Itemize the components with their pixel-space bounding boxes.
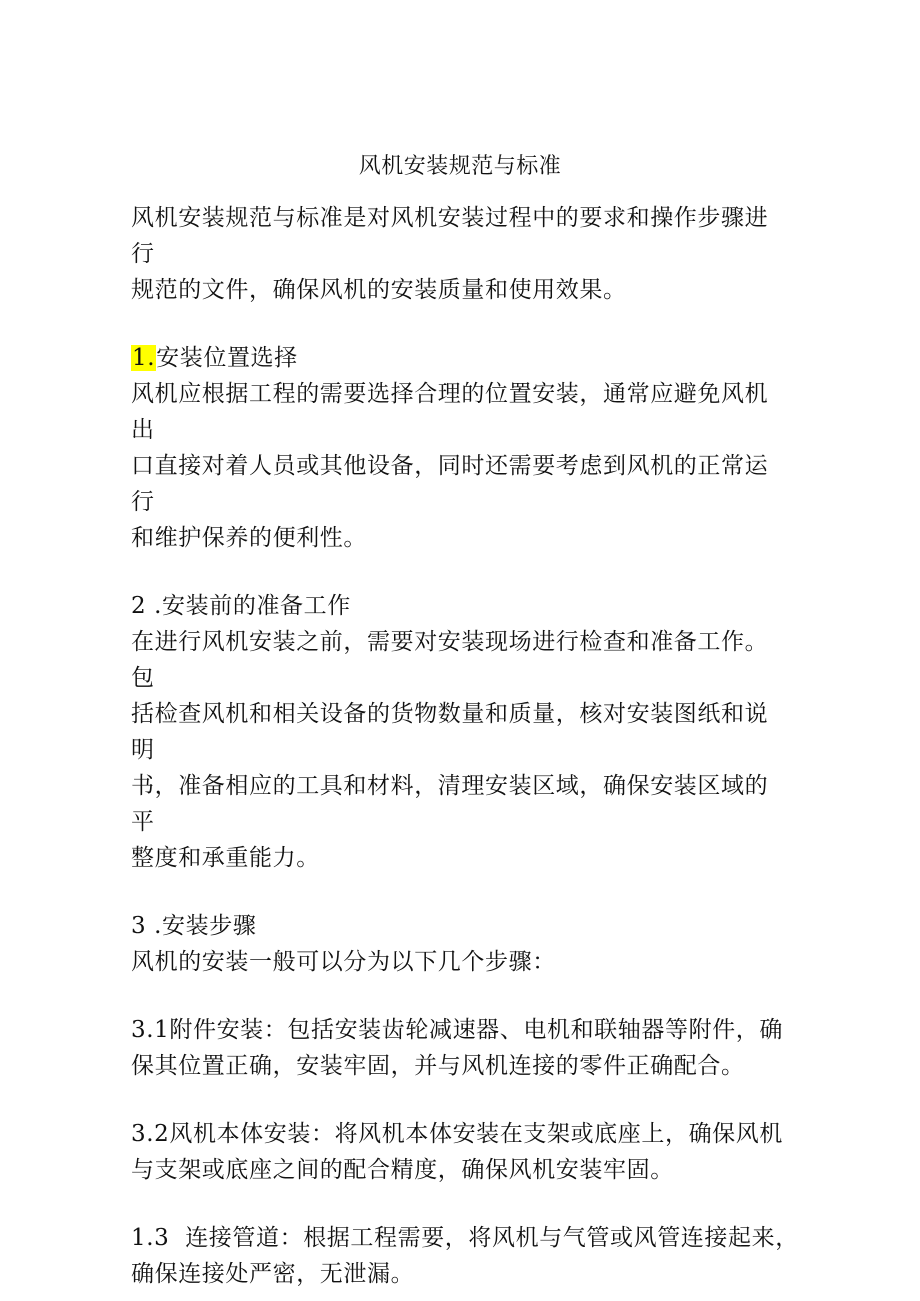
section-heading: 2 .安装前的准备工作	[131, 593, 351, 619]
step-3-2	[131, 1116, 791, 1188]
text-line: 确保连接处严密，无泄漏。	[131, 1261, 415, 1287]
text-line: 风机的安装一般可以分为以下几个步骤：	[131, 949, 556, 975]
intro-paragraph	[131, 200, 791, 308]
text-line: 书，准备相应的工具和材料，清理安装区域，确保安装区域的平	[131, 773, 769, 835]
text-line: 1.3 连接管道：根据工程需要，将风机与气管或风管连接起来，	[131, 1225, 799, 1251]
text-line: 风机应根据工程的需要选择合理的位置安装，通常应避免风机出	[131, 381, 769, 443]
text-line: 和维护保养的便利性。	[131, 525, 367, 551]
document-body	[131, 200, 799, 1292]
text-line: 保其位置正确，安装牢固，并与风机连接的零件正确配合。	[131, 1053, 745, 1079]
highlighted-number: 1.	[132, 345, 156, 371]
text-line: 风机安装规范与标准是对风机安装过程中的要求和操作步骤进行	[131, 205, 769, 267]
text-line: 规范的文件，确保风机的安装质量和使用效果。	[131, 277, 627, 303]
section-1	[131, 340, 791, 556]
text-line: 括检查风机和相关设备的货物数量和质量，核对安装图纸和说明	[131, 701, 769, 763]
text-line: 与支架或底座之间的配合精度，确保风机安装牢固。	[131, 1157, 674, 1183]
text-line: 在进行风机安装之前，需要对安装现场进行检查和准备工作。包	[131, 629, 769, 691]
step-3-1	[131, 1012, 791, 1084]
section-3	[131, 908, 791, 980]
step-1-3	[131, 1220, 799, 1292]
section-heading: 3 .安装步骤	[131, 913, 257, 939]
text-line: 整度和承重能力。	[131, 845, 320, 871]
document-title: 风机安装规范与标准	[358, 154, 562, 179]
text-line: 口直接对着人员或其他设备，同时还需要考虑到风机的正常运行	[131, 453, 769, 515]
section-heading-text: 安装位置选择	[156, 345, 298, 371]
section-2	[131, 588, 791, 876]
section-heading	[131, 340, 791, 376]
text-line: 3.2风机本体安装：将风机本体安装在支架或底座上，确保风机	[131, 1121, 783, 1147]
text-line: 3.1附件安装：包括安装齿轮减速器、电机和联轴器等附件，确	[131, 1017, 783, 1043]
